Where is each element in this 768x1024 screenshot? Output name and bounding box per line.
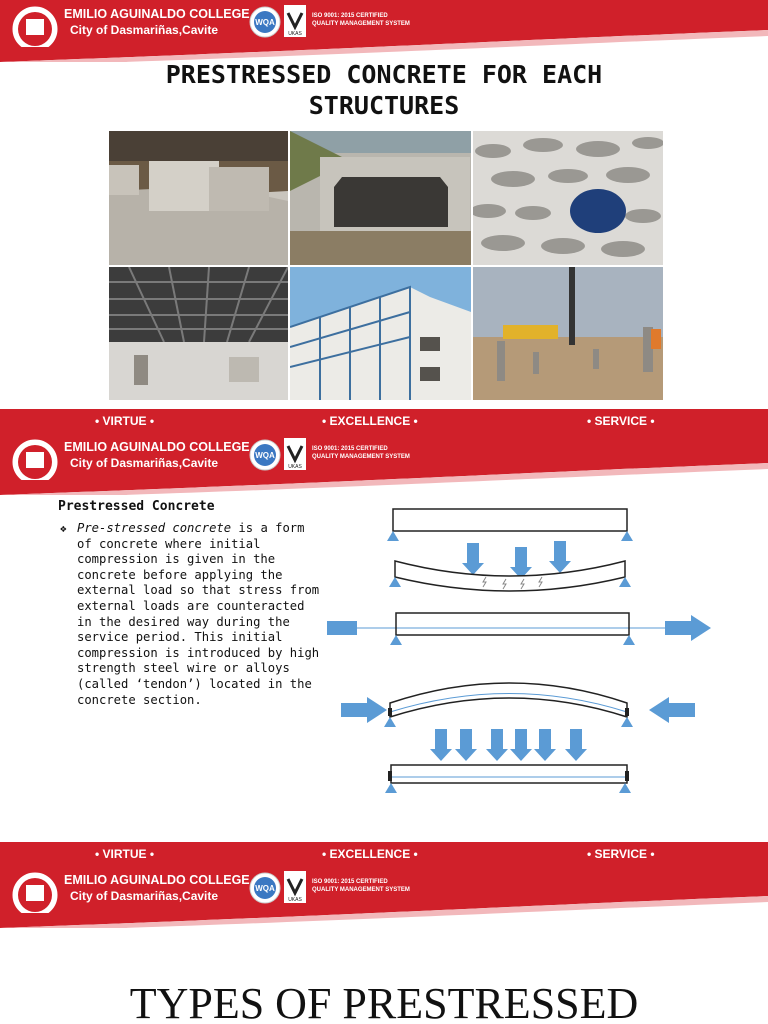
footer-service: • SERVICE • bbox=[587, 847, 655, 861]
definition-bullet bbox=[62, 521, 322, 708]
beam-tendon-tensioning bbox=[327, 613, 711, 645]
iso-certification bbox=[312, 445, 410, 461]
beam-unloaded bbox=[387, 509, 633, 541]
photo-waffle-ceiling bbox=[109, 267, 288, 400]
iso-line-1: ISO 9001: 2015 CERTIFIED bbox=[312, 446, 388, 452]
definition-term: Pre-stressed concrete bbox=[77, 521, 232, 535]
college-seal-icon bbox=[8, 3, 62, 59]
slide-footer bbox=[0, 842, 768, 866]
photo-steel-frame-building bbox=[290, 267, 471, 400]
college-name: EMILIO AGUINALDO COLLEGE bbox=[64, 440, 250, 454]
definition-body: is a form of concrete where initial compression is given in the concrete before applying the external load so that stress from external loads are counteracted in the desired way during the service period. This initial compression is introduced by high strength steel wire or alloys (called ‘tendon’) located in the concrete section. bbox=[77, 521, 320, 707]
slide-3-title: TYPES OF PRESTRESSED bbox=[129, 979, 639, 1024]
college-name-block bbox=[64, 439, 250, 471]
college-seal-icon bbox=[8, 869, 62, 925]
diamond-bullet-icon: ❖ bbox=[60, 522, 67, 535]
iso-line-1: ISO 9001: 2015 CERTIFIED bbox=[312, 879, 388, 885]
beam-loaded-deflected bbox=[389, 541, 631, 591]
college-city: City of Dasmariñas,Cavite bbox=[70, 889, 219, 903]
iso-line-1: ISO 9001: 2015 CERTIFIED bbox=[312, 13, 388, 19]
slide-1-title-line-1: PRESTRESSED CONCRETE FOR EACH bbox=[165, 60, 603, 89]
wqa-logo-icon bbox=[249, 439, 281, 471]
iso-line-2: QUALITY MANAGEMENT SYSTEM bbox=[312, 887, 410, 893]
college-seal-icon bbox=[8, 436, 62, 492]
slide-1-title-line-2: STRUCTURES bbox=[308, 91, 460, 120]
slide-1 bbox=[0, 0, 768, 433]
structure-photo-grid bbox=[109, 131, 663, 400]
wqa-logo-icon bbox=[249, 872, 281, 904]
beam-cambered-prestressed bbox=[341, 683, 695, 727]
iso-certification bbox=[312, 878, 410, 894]
wqa-logo-icon bbox=[249, 6, 281, 38]
ukas-label: UKAS bbox=[288, 464, 302, 470]
ukas-label: UKAS bbox=[288, 897, 302, 903]
slide-header bbox=[0, 433, 768, 495]
iso-line-2: QUALITY MANAGEMENT SYSTEM bbox=[312, 454, 410, 460]
slide-footer bbox=[0, 409, 768, 433]
college-name: EMILIO AGUINALDO COLLEGE bbox=[64, 873, 250, 887]
footer-excellence: • EXCELLENCE • bbox=[322, 847, 418, 861]
beam-loaded-prestressed bbox=[385, 729, 631, 793]
iso-certification bbox=[312, 12, 410, 28]
ukas-label: UKAS bbox=[288, 31, 302, 37]
footer-service: • SERVICE • bbox=[587, 414, 655, 428]
slide-header bbox=[0, 0, 768, 62]
prestress-beam-diagram bbox=[325, 503, 715, 803]
ukas-logo-icon bbox=[284, 438, 306, 470]
footer-virtue: • VIRTUE • bbox=[95, 847, 155, 861]
photo-perforated-facade bbox=[473, 131, 663, 265]
photo-concrete-blocks bbox=[109, 131, 288, 265]
college-name-block bbox=[64, 6, 250, 38]
slide-2-heading: Prestressed Concrete bbox=[58, 499, 215, 514]
iso-line-2: QUALITY MANAGEMENT SYSTEM bbox=[312, 21, 410, 27]
slide-2 bbox=[0, 433, 768, 866]
ukas-logo-icon bbox=[284, 871, 306, 903]
college-name-block bbox=[64, 872, 250, 904]
slide-header bbox=[0, 866, 768, 928]
ukas-logo-icon bbox=[284, 5, 306, 37]
college-city: City of Dasmariñas,Cavite bbox=[70, 23, 219, 37]
definition-text bbox=[77, 521, 322, 708]
slide-3 bbox=[0, 866, 768, 1024]
footer-virtue: • VIRTUE • bbox=[95, 414, 155, 428]
college-city: City of Dasmariñas,Cavite bbox=[70, 456, 219, 470]
slide-1-title bbox=[0, 59, 768, 121]
photo-pile-driving-site bbox=[473, 267, 663, 400]
college-name: EMILIO AGUINALDO COLLEGE bbox=[64, 7, 250, 21]
footer-excellence: • EXCELLENCE • bbox=[322, 414, 418, 428]
wqa-label: WQA bbox=[255, 884, 275, 893]
wqa-label: WQA bbox=[255, 451, 275, 460]
wqa-label: WQA bbox=[255, 18, 275, 27]
photo-box-culvert bbox=[290, 131, 471, 265]
